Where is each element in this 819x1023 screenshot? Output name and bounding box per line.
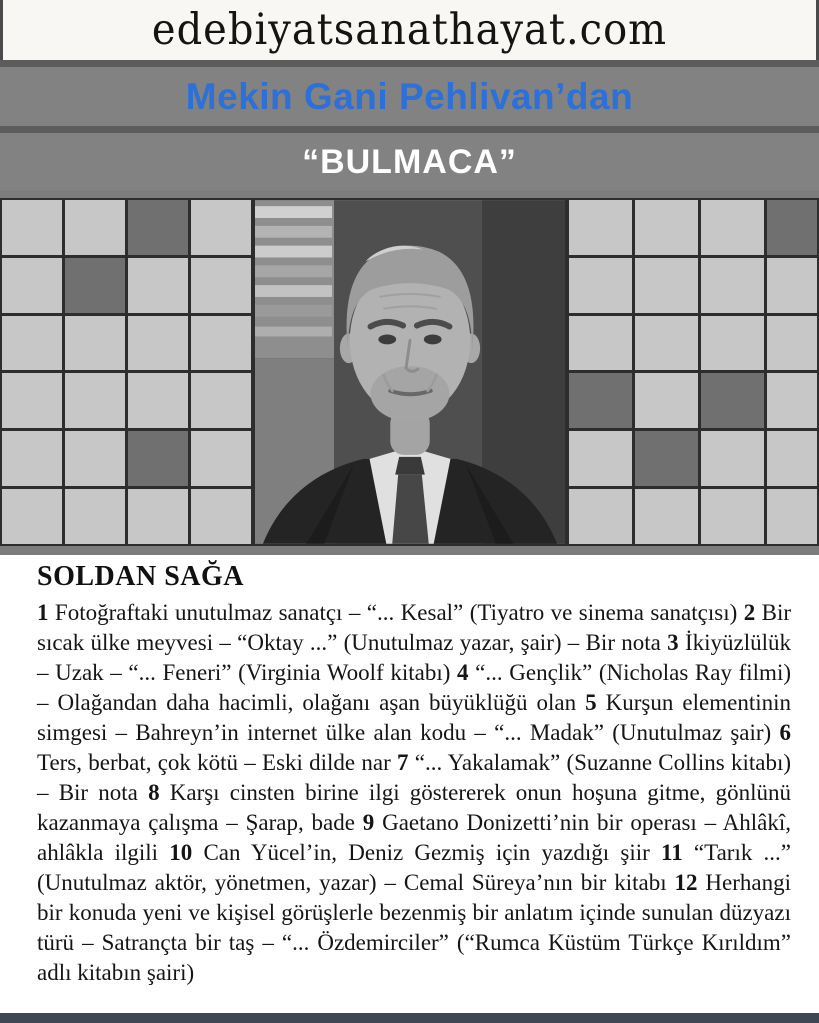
grid-cell bbox=[128, 373, 188, 428]
bottom-bar bbox=[0, 1013, 819, 1023]
grid-cell bbox=[128, 200, 188, 255]
puzzle-title: “BULMACA” bbox=[302, 142, 517, 181]
grid-cell bbox=[191, 200, 251, 255]
grid-cell bbox=[128, 489, 188, 544]
grid-cell bbox=[701, 316, 764, 371]
grid-cell bbox=[128, 431, 188, 486]
grid-cell bbox=[767, 431, 817, 486]
clues-heading: SOLDAN SAĞA bbox=[37, 561, 244, 592]
grid-cell bbox=[767, 258, 817, 313]
author-banner bbox=[0, 67, 819, 126]
site-title: edebiyatsanathayat.com bbox=[151, 5, 668, 55]
grid-cell bbox=[65, 316, 125, 371]
grid-cell bbox=[2, 200, 62, 255]
grid-cell bbox=[2, 431, 62, 486]
grid-cell bbox=[65, 489, 125, 544]
clues-section bbox=[0, 555, 819, 1013]
grid-cell bbox=[701, 373, 764, 428]
grid-cell bbox=[569, 373, 632, 428]
grid-cell bbox=[569, 431, 632, 486]
grid-cell bbox=[65, 258, 125, 313]
grid-cell bbox=[128, 316, 188, 371]
clues-text: 1 Fotoğraftaki unutulmaz sanatçı – “... Kesal” (Tiyatro ve sinema sanatçısı) 2 Bir sıcak ülke meyvesi – “Oktay ...” (Unutulmaz yazar, şair) – Bir nota 3 İkiyüzlülük – Uzak – “... Feneri” (Virginia Woolf kitabı) 4 “... Gençlik” (Nicholas Ray filmi) – Olağandan daha hacimli, olağanı aşan büyüklüğü olan 5 Kurşun elementinin simgesi – Bahreyn’in internet ülke alan kodu – “... Madak” (Unutulmaz şair) 6 Ters, berbat, çok kötü – Eski dilde nar 7 “... Yakalamak” (Suzanne Collins kitabı) – Bir nota 8 Karşı cinsten birine ilgi göstererek onun hoşuna gitme, gönlünü kazanmaya çalışma – Şarap, bade 9 Gaetano Donizetti’nin bir operası – Ahlâkî, ahlâkla ilgili 10 Can Yücel’in, Deniz Gezmiş için yazdığı şiir 11 “Tarık ...” (Unutulmaz aktör, yönetmen, yazar) – Cemal Süreya’nın bir kitabı 12 Herhangi bir konuda yeni ve kişisel görüşlerle bezenmiş bir anlatım içinde sunulan düzyazı türü – Satrançta bir taş – “... Özdemirciler” (“Rumca Küstüm Türkçe Kırıldım” adlı kitabın şairi) bbox=[37, 600, 792, 985]
grid-cell bbox=[191, 258, 251, 313]
grid-cell bbox=[191, 373, 251, 428]
grid-cell bbox=[635, 489, 698, 544]
grid-cell bbox=[65, 431, 125, 486]
grid-cell bbox=[767, 373, 817, 428]
grid-cell bbox=[635, 431, 698, 486]
grid-cell bbox=[2, 258, 62, 313]
portrait-photo-art bbox=[255, 200, 565, 544]
grid-cell bbox=[701, 258, 764, 313]
puzzle-section bbox=[0, 191, 819, 555]
grid-cell bbox=[635, 316, 698, 371]
grid-cell bbox=[191, 431, 251, 486]
grid-cell bbox=[767, 200, 817, 255]
grid-cell bbox=[569, 489, 632, 544]
portrait-photo bbox=[253, 198, 567, 546]
grid-cell bbox=[65, 373, 125, 428]
grid-cell bbox=[569, 316, 632, 371]
grid-cell bbox=[635, 373, 698, 428]
divider-middle bbox=[0, 126, 819, 133]
grid-cell bbox=[65, 200, 125, 255]
grid-cell bbox=[569, 258, 632, 313]
grid-cell bbox=[701, 200, 764, 255]
crossword-grid-left bbox=[0, 198, 253, 546]
grid-cell bbox=[128, 258, 188, 313]
grid-cell bbox=[191, 489, 251, 544]
grid-cell bbox=[767, 489, 817, 544]
grid-cell bbox=[635, 200, 698, 255]
grid-cell bbox=[2, 316, 62, 371]
grid-cell bbox=[767, 316, 817, 371]
grid-cell bbox=[569, 200, 632, 255]
crossword-grid-right bbox=[567, 198, 819, 546]
grid-cell bbox=[701, 431, 764, 486]
grid-cell bbox=[701, 489, 764, 544]
grid-cell bbox=[191, 316, 251, 371]
grid-cell bbox=[635, 258, 698, 313]
author-name: Mekin Gani Pehlivan’dan bbox=[185, 75, 634, 117]
puzzle-title-banner bbox=[0, 133, 819, 191]
masthead bbox=[0, 0, 819, 60]
grid-cell bbox=[2, 489, 62, 544]
divider-top bbox=[0, 60, 819, 67]
grid-cell bbox=[2, 373, 62, 428]
